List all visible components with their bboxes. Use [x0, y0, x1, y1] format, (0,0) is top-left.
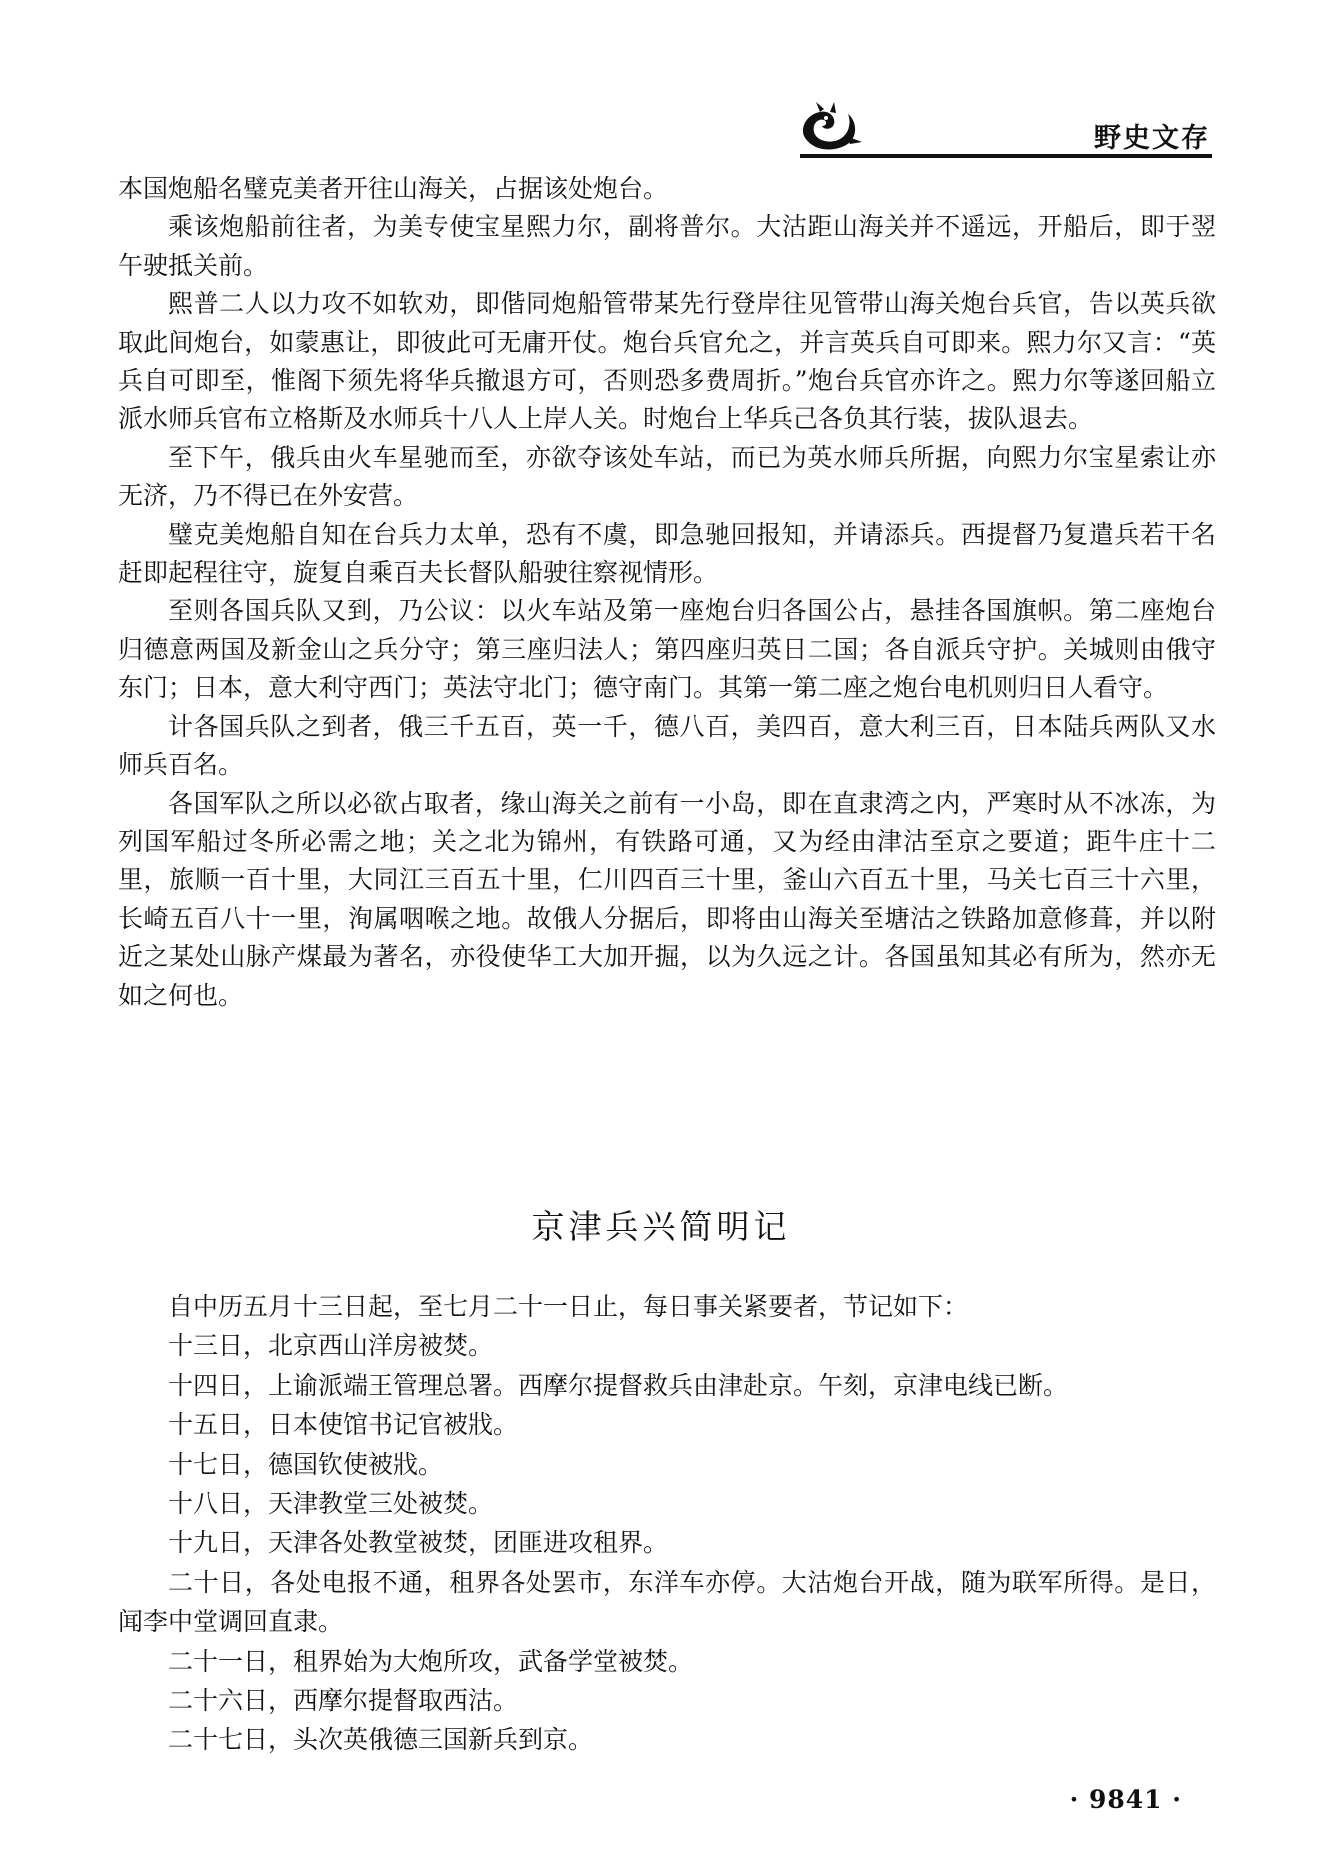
- entry-line: 十五日，日本使馆书记官被戕。: [168, 1410, 519, 1440]
- section-title: 京津兵兴简明记: [531, 1207, 791, 1246]
- header-rule: [800, 154, 1212, 158]
- paragraph: 熙普二人以力攻不如软劝，即偕同炮船管带某先行登岸往见管带山海关炮台兵官，告以英兵欲取此间炮台，如蒙惠让，即彼此可无庸开仗。炮台兵官允之，并言英兵自可即来。熙力尔又言：“英兵自可即至，惟阁下须先将华兵撤退方可，否则恐多费周折。”炮台兵官亦许之。熙力尔等遂回船立派水师兵官布立格斯及水师兵十八人上岸人关。时炮台上华兵己各负其行装，拔队退去。: [118, 289, 1216, 434]
- paragraph: 计各国兵队之到者，俄三千五百，英一千，德八百，美四百，意大利三百，日本陆兵两队又水师兵百名。: [118, 711, 1216, 780]
- entry-line: 十八日，天津教堂三处被焚。: [168, 1489, 494, 1519]
- paragraph: 各国军队之所以必欲占取者，缘山海关之前有一小岛，即在直隶湾之内，严寒时从不冰冻，为列国军船过冬所必需之地；关之北为锦州，有铁路可通，又为经由津沽至京之要道；距牛庄十二里，旅顺一百十里，大同江三百五十里，仁川四百三十里，釜山六百五十里，马关七百三十六里，长崎五百八十一里，洵属咽喉之地。故俄人分据后，即将由山海关至塘沽之铁路加意修葺，并以附近之某处山脉产煤最为著名，亦役使华工大加开掘，以为久远之计。各国虽知其必有所为，然亦无如之何也。: [118, 788, 1216, 1010]
- entry-line: 十三日，北京西山洋房被焚。: [168, 1331, 494, 1361]
- entry-line: 十九日，天津各处教堂被焚，团匪进攻租界。: [168, 1528, 669, 1558]
- entry-line: 十四日，上谕派端王管理总署。西摩尔提督救兵由津赴京。午刻，京津电线已断。: [168, 1370, 1069, 1400]
- running-header: [790, 96, 1210, 160]
- article-body: [118, 170, 1216, 1015]
- entry-line: 二十日，各处电报不通，租界各处罢市，东洋车亦停。大沽炮台开战，随为联军所得。是日，闻李中堂调回直隶。: [118, 1567, 1216, 1637]
- paragraph: 乘该炮船前往者，为美专使宝星熙力尔，副将普尔。大沽距山海关并不遥远，开船后，即于翌午驶抵关前。: [118, 212, 1216, 280]
- paragraph: 至则各国兵队又到，乃公议：以火车站及第一座炮台归各国公占，悬挂各国旗帜。第二座炮台归德意两国及新金山之兵分守；第三座归法人；第四座归英日二国；各自派兵守护。关城则由俄守东门；日本，意大利守西门；英法守北门；德守南门。其第一第二座之炮台电机则归日人看守。: [118, 596, 1216, 703]
- series-title: 野史文存: [1094, 123, 1210, 154]
- dragon-emblem-icon: [790, 96, 870, 158]
- page-number: · 9841 ·: [1069, 1785, 1182, 1814]
- paragraph: 至下午，俄兵由火车星驰而至，亦欲夺该处车站，而已为英水师兵所据，向熙力尔宝星索让亦无济，乃不得已在外安营。: [118, 442, 1216, 511]
- entry-line: 二十六日，西摩尔提督取西沽。: [168, 1686, 519, 1716]
- chronicle-entries: [118, 1287, 1216, 1760]
- entry-line: 二十一日，租界始为大炮所攻，武备学堂被焚。: [168, 1646, 694, 1676]
- entry-line: 十七日，德国钦使被戕。: [168, 1449, 444, 1479]
- entry-line: 二十七日，头次英俄德三国新兵到京。: [168, 1725, 594, 1755]
- intro-line: 自中历五月十三日起，至七月二十一日止，每日事关紧要者，节记如下：: [168, 1292, 969, 1321]
- paragraph: 璧克美炮船自知在台兵力太单，恐有不虞，即急驰回报知，并请添兵。西提督乃复遣兵若干名赶即起程往守，旋复自乘百夫长督队船驶往察视情形。: [118, 519, 1216, 588]
- paragraph: 本国炮船名璧克美者开往山海关，占据该处炮台。: [118, 174, 669, 203]
